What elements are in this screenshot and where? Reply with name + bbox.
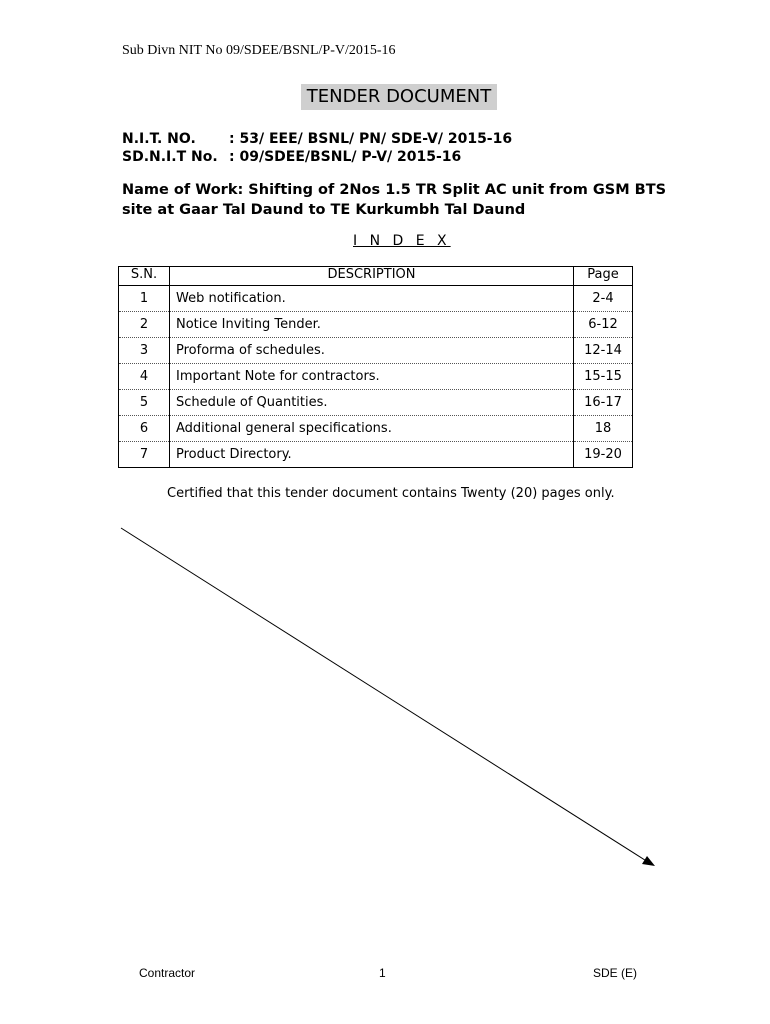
row-description: Schedule of Quantities. <box>170 390 574 416</box>
row-description: Web notification. <box>170 286 574 312</box>
sdnit-label: SD.N.I.T No. <box>122 149 218 165</box>
document-title: TENDER DOCUMENT <box>301 84 497 110</box>
row-sn: 6 <box>119 416 170 442</box>
row-page: 6-12 <box>574 312 633 338</box>
header-reference: Sub Divn NIT No 09/SDEE/BSNL/P-V/2015-16 <box>122 43 396 58</box>
arrow-line <box>121 528 648 862</box>
row-sn: 5 <box>119 390 170 416</box>
table-row <box>119 364 633 390</box>
nit-label: N.I.T. NO. <box>122 131 196 147</box>
footer-page-number: 1 <box>379 966 386 980</box>
row-page: 19-20 <box>574 442 633 468</box>
row-sn: 7 <box>119 442 170 468</box>
row-page: 15-15 <box>574 364 633 390</box>
row-description: Notice Inviting Tender. <box>170 312 574 338</box>
nit-block <box>122 130 512 166</box>
table-row <box>119 286 633 312</box>
certification-statement: Certified that this tender document contains Twenty (20) pages only. <box>167 486 615 501</box>
index-table <box>118 266 633 468</box>
name-of-work: Name of Work: Shifting of 2Nos 1.5 TR Split AC unit from GSM BTS site at Gaar Tal Daund to TE Kurkumbh Tal Daund <box>122 182 667 218</box>
table-row <box>119 312 633 338</box>
index-heading: I N D E X <box>353 233 451 249</box>
sdnit-value: : 09/SDEE/BSNL/ P-V/ 2015-16 <box>229 149 462 165</box>
nit-value: : 53/ EEE/ BSNL/ PN/ SDE-V/ 2015-16 <box>229 131 513 147</box>
row-sn: 2 <box>119 312 170 338</box>
column-header-description: DESCRIPTION <box>170 267 574 286</box>
table-row <box>119 416 633 442</box>
row-description: Important Note for contractors. <box>170 364 574 390</box>
footer-contractor: Contractor <box>139 966 196 980</box>
row-page: 12-14 <box>574 338 633 364</box>
row-description: Product Directory. <box>170 442 574 468</box>
row-page: 18 <box>574 416 633 442</box>
column-header-sn: S.N. <box>119 267 170 286</box>
column-header-page: Page <box>574 267 633 286</box>
index-header-row <box>119 267 633 286</box>
row-sn: 3 <box>119 338 170 364</box>
row-sn: 1 <box>119 286 170 312</box>
arrow-head <box>642 856 655 866</box>
row-page: 16-17 <box>574 390 633 416</box>
row-description: Additional general specifications. <box>170 416 574 442</box>
table-row <box>119 390 633 416</box>
footer-sde: SDE (E) <box>593 966 638 980</box>
row-description: Proforma of schedules. <box>170 338 574 364</box>
table-row <box>119 338 633 364</box>
nit-row <box>122 130 512 148</box>
table-row <box>119 442 633 468</box>
sdnit-row <box>122 148 512 166</box>
row-page: 2-4 <box>574 286 633 312</box>
row-sn: 4 <box>119 364 170 390</box>
